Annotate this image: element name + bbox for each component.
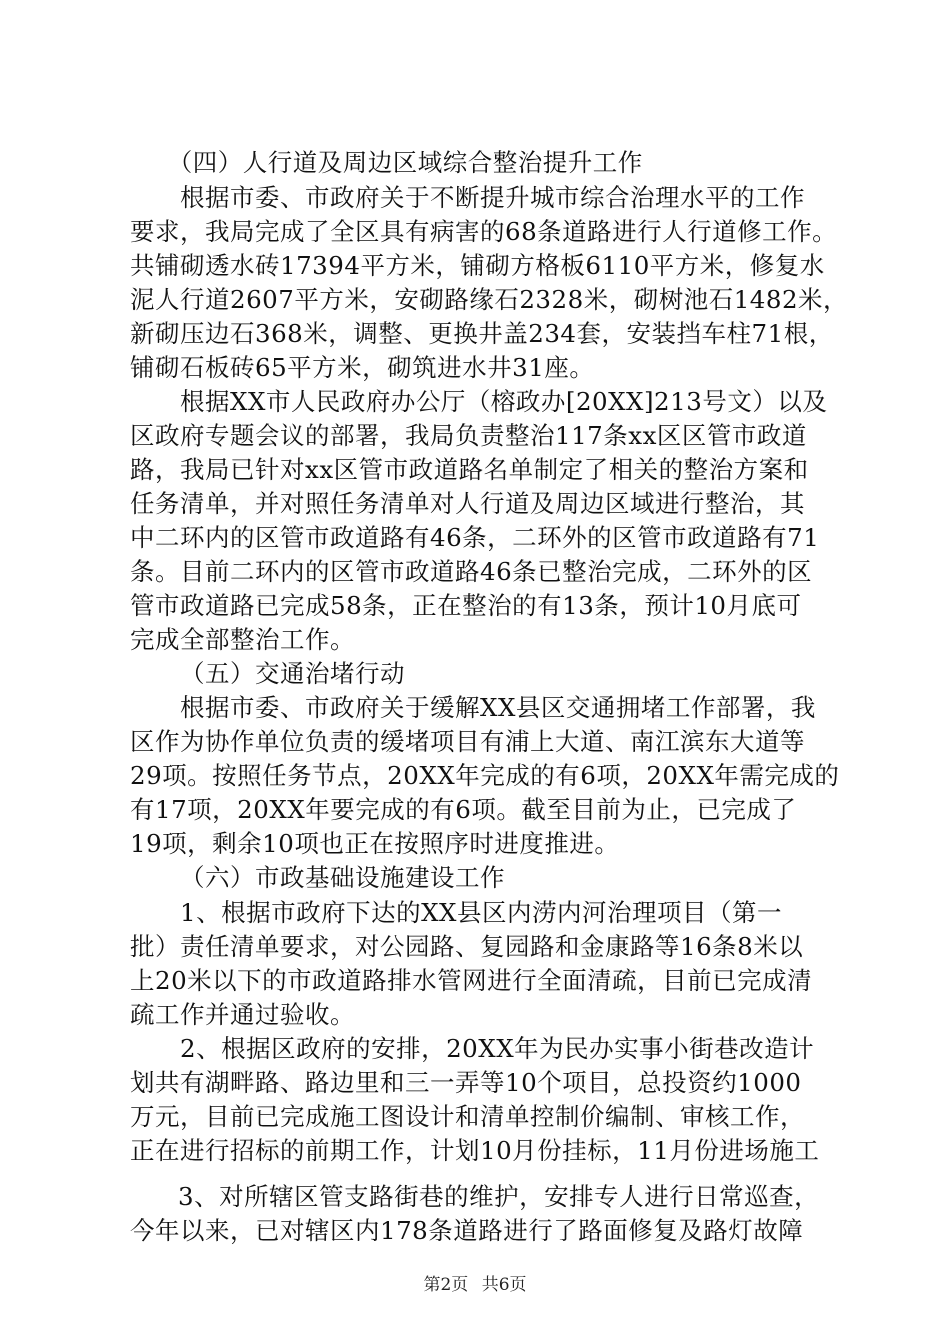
body-line: 有17项，20XX年要完成的有6项。截至目前为止，已完成了: [130, 795, 797, 824]
body-line: 根据市委、市政府关于不断提升城市综合治理水平的工作: [180, 183, 805, 212]
body-line: 批）责任清单要求，对公园路、复园路和金康路等16条8米以: [130, 932, 804, 961]
body-line: 划共有湖畔路、路边里和三一弄等10个项目，总投资约1000: [130, 1068, 802, 1097]
body-line: 管市政道路已完成58条，正在整治的有13条，预计10月底可: [130, 591, 802, 620]
body-line: （五）交通治堵行动: [180, 659, 405, 688]
body-line: （四）人行道及周边区域综合整治提升工作: [130, 148, 643, 177]
body-line: 共铺砌透水砖17394平方米，铺砌方格板6110平方米，修复水: [130, 251, 825, 280]
body-line: 万元，目前已完成施工图设计和清单控制价编制、审核工作，: [130, 1102, 805, 1131]
body-line: 根据市委、市政府关于缓解XX县区交通拥堵工作部署，我: [180, 693, 816, 722]
body-line: 正在进行招标的前期工作，计划10月份挂标，11月份进场施工: [130, 1136, 820, 1165]
page-number: 第2页: [423, 1275, 469, 1295]
body-line: 泥人行道2607平方米，安砌路缘石2328米，砌树池石1482米，: [130, 285, 849, 314]
body-line: 上20米以下的市政道路排水管网进行全面清疏，目前已完成清: [130, 966, 813, 995]
page-total: 共6页: [481, 1275, 527, 1295]
body-line: 19项，剩余10项也正在按照序时进度推进。: [130, 829, 620, 858]
page-footer: [0, 1270, 950, 1295]
body-line: 区作为协作单位负责的缓堵项目有浦上大道、南江滨东大道等: [130, 727, 805, 756]
body-line: 3、对所辖区管支路街巷的维护，安排专人进行日常巡查，: [178, 1182, 820, 1211]
body-line: 区政府专题会议的部署，我局负责整治117条xx区区管市政道: [130, 421, 807, 450]
body-line: 铺砌石板砖65平方米，砌筑进水井31座。: [130, 353, 595, 382]
body-line: 中二环内的区管市政道路有46条，二环外的区管市政道路有71: [130, 523, 820, 552]
body-line: 任务清单，并对照任务清单对人行道及周边区域进行整治，其: [130, 489, 805, 518]
body-line: 要求，我局完成了全区具有病害的68条道路进行人行道修工作。: [130, 217, 838, 246]
body-line: 今年以来，已对辖区内178条道路进行了路面修复及路灯故障: [130, 1216, 804, 1245]
body-line: 根据XX市人民政府办公厅（榕政办[20XX]213号文）以及: [180, 387, 828, 416]
body-line: 29项。按照任务节点，20XX年完成的有6项，20XX年需完成的: [130, 761, 840, 790]
body-line: 完成全部整治工作。: [130, 625, 355, 654]
body-line: 1、根据市政府下达的XX县区内涝内河治理项目（第一: [180, 898, 782, 927]
body-line: 新砌压边石368米，调整、更换井盖234套，安装挡车柱71根，: [130, 319, 834, 348]
body-line: 条。目前二环内的区管市政道路46条已整治完成，二环外的区: [130, 557, 813, 586]
body-line: 疏工作并通过验收。: [130, 1000, 355, 1029]
body-line: 路，我局已针对xx区管市政道路名单制定了相关的整治方案和: [130, 455, 809, 484]
body-line: （六）市政基础设施建设工作: [180, 863, 505, 892]
body-line: 2、根据区政府的安排，20XX年为民办实事小街巷改造计: [180, 1034, 815, 1063]
